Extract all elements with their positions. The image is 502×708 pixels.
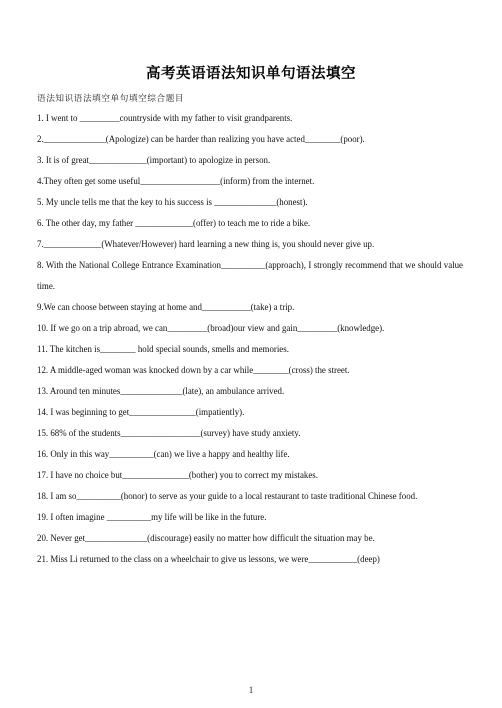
question-item: 6. The other day, my father _____________(offer) to teach me to ride a bike. — [37, 218, 311, 229]
question-item: 4.They often get some useful__________________(inform) from the internet. — [37, 176, 315, 187]
question-item: 18. I am so__________(honor) to serve as your guide to a local restaurant to taste traditional Chinese food. — [37, 491, 418, 502]
question-item: 19. I often imagine __________my life will be like in the future. — [37, 512, 267, 523]
page-subtitle: 语法知识语法填空单句填空综合题目 — [37, 94, 185, 104]
question-item: 12. A middle-aged woman was knocked down by a car while________(cross) the street. — [37, 364, 350, 375]
page-number: 1 — [248, 685, 254, 695]
question-item: 17. I have no choice but_______________(bother) you to correct my mistakes. — [37, 470, 318, 481]
question-item: 20. Never get______________(discourage) easily no matter how difficult the situation may be. — [37, 533, 375, 544]
question-item: 5. My uncle tells me that the key to his success is ______________(honest). — [37, 197, 308, 208]
question-item: 11. The kitchen is________ hold special sounds, smells and memories. — [37, 343, 289, 354]
question-item: 14. I was beginning to get_______________(impatiently). — [37, 407, 245, 418]
question-item: 7._____________(Whatever/However) hard learning a new thing is, you should never give up. — [37, 239, 375, 250]
question-list — [37, 112, 463, 574]
question-item: 2.______________(Apologize) can be harder than realizing you have acted________(poor). — [37, 134, 365, 145]
question-item: 16. Only in this way__________(can) we live a happy and healthy life. — [37, 449, 290, 460]
question-item: 15. 68% of the students__________________(survey) have study anxiety. — [37, 428, 301, 439]
page-title: 高考英语语法知识单句语法填空 — [146, 65, 356, 82]
question-item: 9.We can choose between staying at home and___________(take) a trip. — [37, 301, 295, 312]
question-item: 13. Around ten minutes______________(late), an ambulance arrived. — [37, 385, 285, 396]
question-item: 1. I went to _________countryside with my father to visit grandparents. — [37, 113, 293, 123]
question-item: 10. If we go on a trip abroad, we can_________(broad)our view and gain_________(knowledge). — [37, 322, 385, 333]
question-item: 3. It is of great_____________(important) to apologize in person. — [37, 155, 271, 166]
question-item: 8. With the National College Entrance Examination__________(approach), I strongly recommend that we should value time. — [37, 260, 463, 291]
question-item: 21. Miss Li returned to the class on a wheelchair to give us lessons, we were___________(deep) — [37, 554, 380, 565]
